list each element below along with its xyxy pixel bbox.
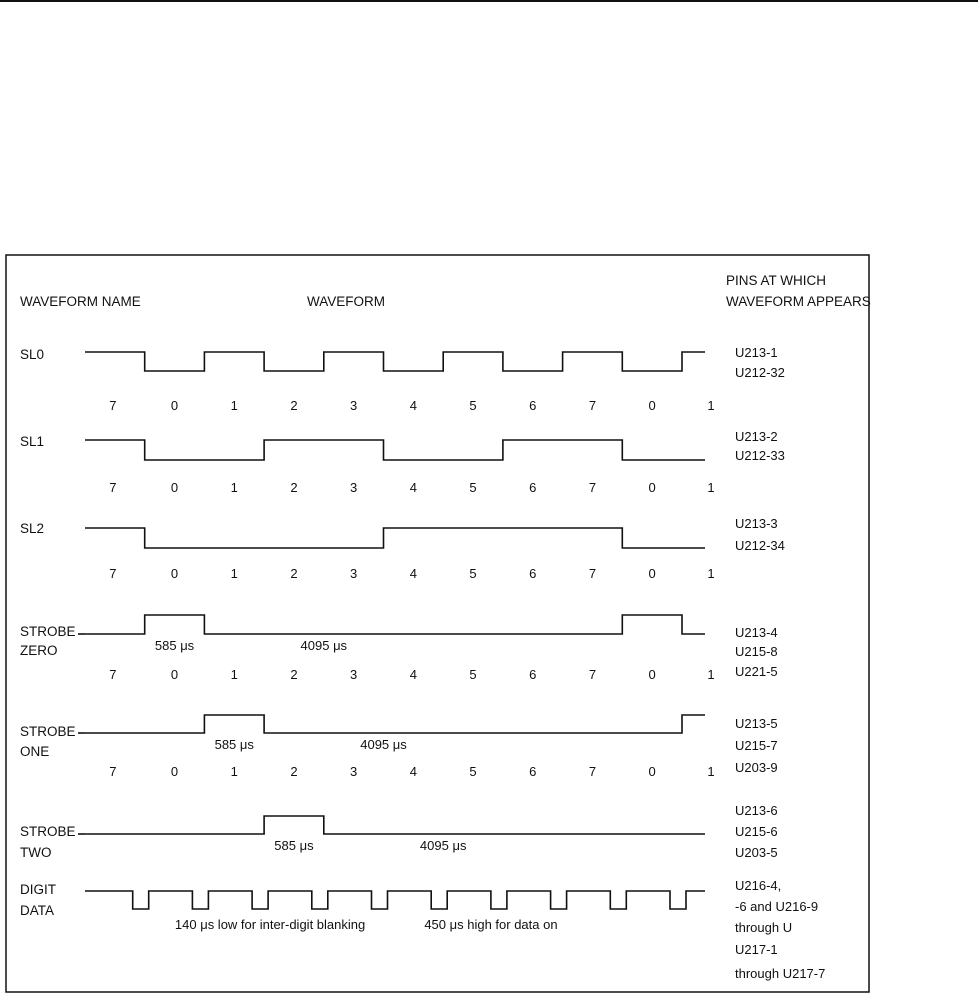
slot-label: 3 [350,480,358,495]
signal-strobe-two [20,803,778,860]
timing-annotation: 585 μs [274,838,314,853]
header-pins-line2: WAVEFORM APPEARS [726,294,871,309]
slot-label: 4 [409,667,417,682]
slot-label: 6 [529,667,537,682]
pin-label: through U [735,920,793,935]
slot-label: 0 [648,764,656,779]
slot-label: 4 [409,566,417,581]
pin-label: U213-5 [735,716,778,731]
header-waveform: WAVEFORM [307,294,385,309]
slot-label: 6 [529,398,537,413]
slot-label: 7 [588,566,597,581]
slot-label: 3 [350,398,358,413]
slot-label: 1 [230,764,238,779]
slot-row-sl1 [109,480,714,495]
slot-label: 7 [109,398,117,413]
waveform-strobe-zero [85,615,705,634]
pin-label: U212-32 [735,365,785,380]
slot-label: 6 [529,480,537,495]
signal-name-strobe-zero-line1: STROBE [20,624,76,639]
slot-label: 7 [109,764,117,779]
slot-label: 0 [648,667,656,682]
annotations-strobe-zero [155,638,348,653]
slot-label: 7 [109,480,117,495]
slot-label: 2 [290,566,298,581]
slot-label: 1 [707,667,715,682]
slot-label: 1 [707,480,715,495]
slot-label: 0 [648,398,656,413]
pin-label: U215-6 [735,824,778,839]
slot-label: 6 [529,764,537,779]
annotations-strobe-one [215,737,408,752]
signal-sl1 [20,429,785,495]
slot-label: 7 [109,667,117,682]
waveform-strobe-two [85,816,705,834]
pin-label: U213-4 [735,625,778,640]
waveform-strobe-one [85,715,705,733]
signal-strobe-one [20,715,778,779]
pin-label: U212-33 [735,448,785,463]
slot-label: 2 [290,480,298,495]
slot-label: 0 [170,667,179,682]
slot-label: 4 [409,480,417,495]
slot-label: 5 [469,566,477,581]
waveform-digit-data [85,891,705,909]
signal-name-sl2: SL2 [20,521,45,536]
pin-label: U221-5 [735,664,778,679]
timing-annotation: 450 μs high for data on [424,917,558,932]
pin-label: U213-1 [735,345,778,360]
slot-label: 4 [409,764,417,779]
slot-label: 0 [170,566,179,581]
slot-label: 7 [588,667,597,682]
slot-label: 3 [350,667,358,682]
slot-label: 5 [469,398,477,413]
slot-label: 6 [529,566,537,581]
signal-name-digit-data-line1: DIGIT [20,882,56,897]
slot-label: 5 [469,480,477,495]
slot-row-sl0 [109,398,714,413]
waveform-sl0 [85,352,705,371]
pin-label: U213-3 [735,516,778,531]
slot-label: 1 [230,480,238,495]
slot-label: 0 [170,480,179,495]
slot-row-sl2 [109,566,714,581]
slot-label: 1 [230,667,238,682]
slot-label: 0 [170,398,179,413]
waveform-sl1 [85,440,705,460]
slot-label: 7 [588,480,597,495]
slot-label: 4 [409,398,417,413]
slot-label: 7 [109,566,117,581]
timing-annotation: 4095 μs [360,737,407,752]
slot-label: 3 [350,764,358,779]
slot-label: 5 [469,764,477,779]
signal-digit-data [20,878,825,981]
signal-sl2 [20,516,785,581]
slot-label: 1 [707,398,715,413]
pin-label: U212-34 [735,538,785,553]
signal-name-strobe-two-line1: STROBE [20,824,76,839]
pin-label: U216-4, [735,878,782,893]
signal-sl0 [20,345,785,413]
timing-annotation: 585 μs [214,737,254,752]
signal-name-strobe-one-line2: ONE [20,744,50,759]
slot-label: 1 [707,764,715,779]
pin-label: -6 and U216-9 [735,899,819,914]
pin-label: U217-1 [735,942,778,957]
pin-label: U203-5 [735,845,778,860]
timing-annotation: 585 μs [154,638,195,653]
slot-label: 2 [290,764,298,779]
pin-label: U203-9 [735,760,778,775]
slot-label: 5 [469,667,477,682]
slot-label: 2 [290,398,298,413]
signal-name-strobe-one-line1: STROBE [20,724,76,739]
header-waveform-name: WAVEFORM NAME [20,294,141,309]
pin-label: U215-8 [735,644,778,659]
signal-strobe-zero [20,615,778,682]
slot-label: 0 [648,480,656,495]
signal-name-digit-data-line2: DATA [20,903,55,918]
header-pins-line1: PINS AT WHICH [726,273,827,288]
slot-row-strobe-zero [109,667,714,682]
slot-label: 0 [648,566,656,581]
slot-label: 7 [588,764,597,779]
pin-label: U213-2 [735,429,778,444]
pin-label: through U217-7 [735,966,826,981]
pin-label: U213-6 [735,803,778,818]
slot-label: 0 [170,764,179,779]
slot-label: 1 [230,566,238,581]
slot-label: 2 [290,667,298,682]
timing-annotation: 4095 μs [419,838,467,853]
pin-label: U215-7 [735,738,778,753]
slot-label: 3 [350,566,358,581]
signal-name-strobe-zero-line2: ZERO [20,643,58,658]
signal-name-strobe-two-line2: TWO [20,845,52,860]
slot-row-strobe-one [109,764,714,779]
timing-annotation: 4095 μs [300,638,348,653]
slot-label: 1 [707,566,715,581]
annotations-strobe-two [274,838,467,853]
slot-label: 7 [588,398,597,413]
signal-name-sl0: SL0 [20,347,45,362]
slot-label: 1 [230,398,238,413]
timing-annotation: 140 μs low for inter-digit blanking [174,917,366,932]
waveform-sl2 [85,528,705,548]
annotations-digit-data [175,917,558,932]
signal-name-sl1: SL1 [20,434,45,449]
